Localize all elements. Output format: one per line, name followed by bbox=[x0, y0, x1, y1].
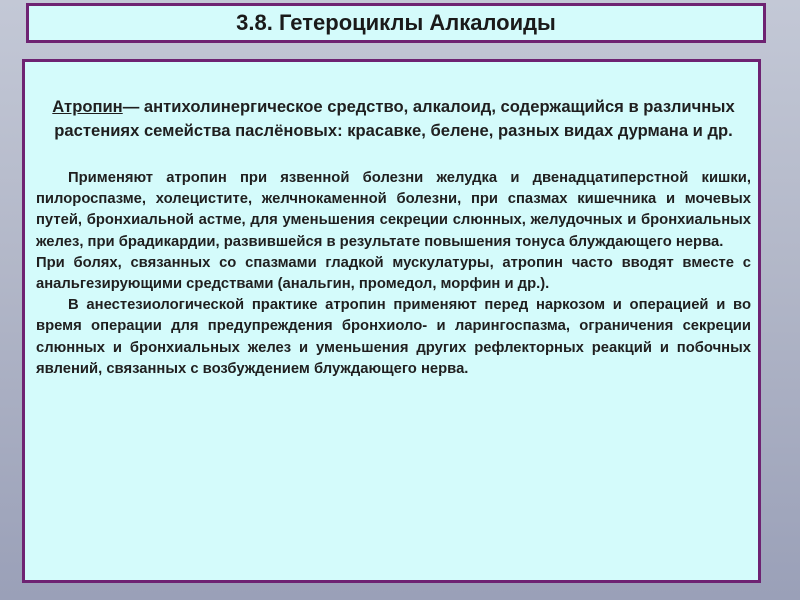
intro-text: — антихолинергическое средство, алкалоид, содержащийся в различных растениях семейства паслёновых: красавке, белене, разных видах дурмана и др. bbox=[54, 97, 735, 140]
intro-paragraph bbox=[36, 95, 751, 143]
content-box bbox=[22, 59, 761, 583]
slide-title: 3.8. Гетероциклы Алкалоиды bbox=[236, 10, 556, 35]
body-paragraph-uses: Применяют атропин при язвенной болезни желудка и двенадцатиперстной кишки, пилороспазме, холецистите, желчнокаменной болезни, при спазмах кишечника и мочевых путей, бронхиальной астме, для уменьшения секреции слюнных, желудочных и бронхиальных желез, при брадикардии, развившейся в результате повышения тонуса блуждающего нерва. bbox=[36, 170, 751, 250]
body-paragraph-anesthesiology: В анестезиологической практике атропин применяют перед наркозом и операцией и во время операции для предупреждения бронхиоло- и ларингоспазма, ограничения секреции слюнных и бронхиальных желез и уменьшения других рефлекторных реакций и побочных явлений, связанных с возбуждением блуждающего нерва. bbox=[36, 297, 751, 377]
body-paragraph-pain: При болях, связанных со спазмами гладкой мускулатуры, атропин часто вводят вместе с анальгезирующими средствами (анальгин, промедол, морфин и др.). bbox=[36, 254, 751, 293]
intro-term: Атропин bbox=[52, 97, 123, 116]
slide-title-box bbox=[26, 3, 766, 43]
